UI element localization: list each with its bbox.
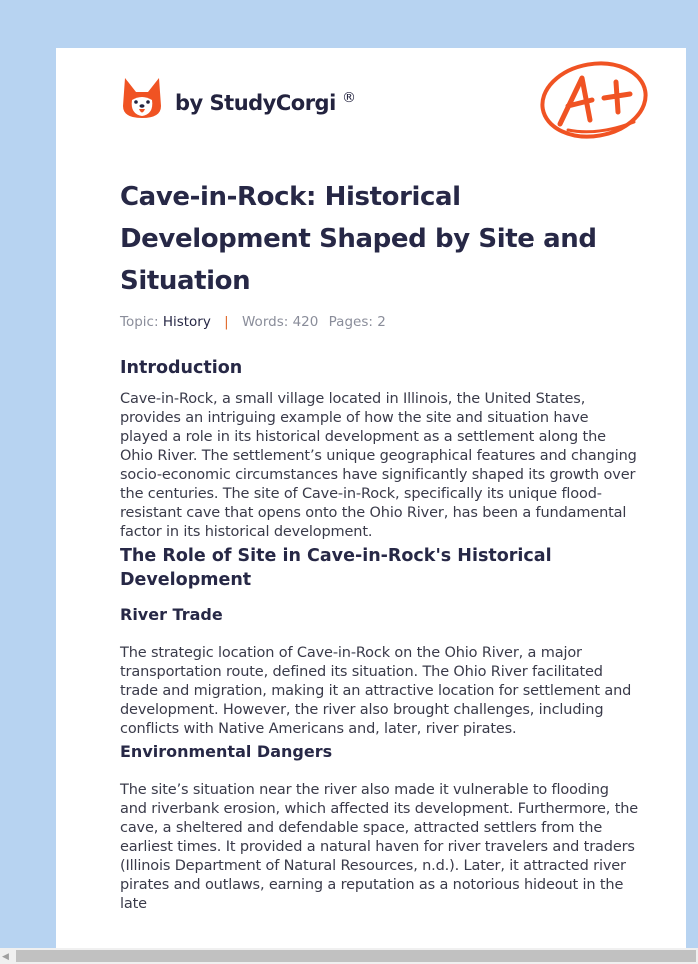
document-meta	[120, 314, 640, 330]
introduction-paragraph: Cave-in-Rock, a small village located in Illinois, the United States, provides an intriguing example of how the site and situation have played a role in its historical development as a settlement along the Ohio River. The settlement’s unique geographical features and changing socio-economic circumstances have significantly shaped its growth over the centuries. The site of Cave-in-Rock, specifically its unique flood-resistant cave that opens onto the Ohio River, has been a fundamental factor in its historical development.	[120, 391, 637, 540]
scrollbar-thumb[interactable]	[16, 950, 696, 962]
topic-label: Topic:	[120, 314, 159, 330]
topic-link[interactable]: History	[162, 314, 211, 330]
studycorgi-logo[interactable]	[122, 76, 356, 120]
document-page	[56, 48, 686, 964]
page-header	[56, 48, 686, 158]
document-content	[120, 176, 640, 914]
word-count: Words: 420	[242, 314, 319, 330]
section-heading-role-of-site: The Role of Site in Cave-in-Rock's Historical Development	[120, 546, 552, 590]
horizontal-scrollbar[interactable]	[0, 948, 698, 964]
page-title: Cave-in-Rock: Historical Development Shaped by Site and Situation	[120, 182, 597, 296]
subheading-environmental-dangers: Environmental Dangers	[120, 742, 333, 761]
corgi-icon	[122, 76, 162, 120]
subheading-river-trade: River Trade	[120, 605, 223, 624]
river-trade-paragraph: The strategic location of Cave-in-Rock on the Ohio River, a major transportation route, defined its situation. The Ohio River facilitated trade and migration, making it an attractive location for settlement and development. However, the river also brought challenges, including conflicts with Native Americans and, later, river pirates.	[120, 645, 632, 737]
meta-separator: |	[224, 314, 229, 330]
registered-mark: ®	[342, 90, 356, 106]
page-count: Pages: 2	[328, 314, 386, 330]
section-heading-introduction: Introduction	[120, 358, 243, 378]
a-plus-grade-icon	[538, 58, 650, 142]
logo-text: by StudyCorgi	[175, 91, 336, 115]
scroll-left-arrow-icon[interactable]: ◀	[2, 951, 9, 961]
environmental-dangers-paragraph: The site’s situation near the river also made it vulnerable to flooding and riverbank erosion, which affected its development. Furthermore, the cave, a sheltered and defendable space, attracted settlers from the earliest times. It provided a natural haven for river travelers and traders (Illinois Department of Natural Resources, n.d.). Later, it attracted river pirates and outlaws, earning a reputation as a notorious hideout in the late	[120, 782, 639, 912]
